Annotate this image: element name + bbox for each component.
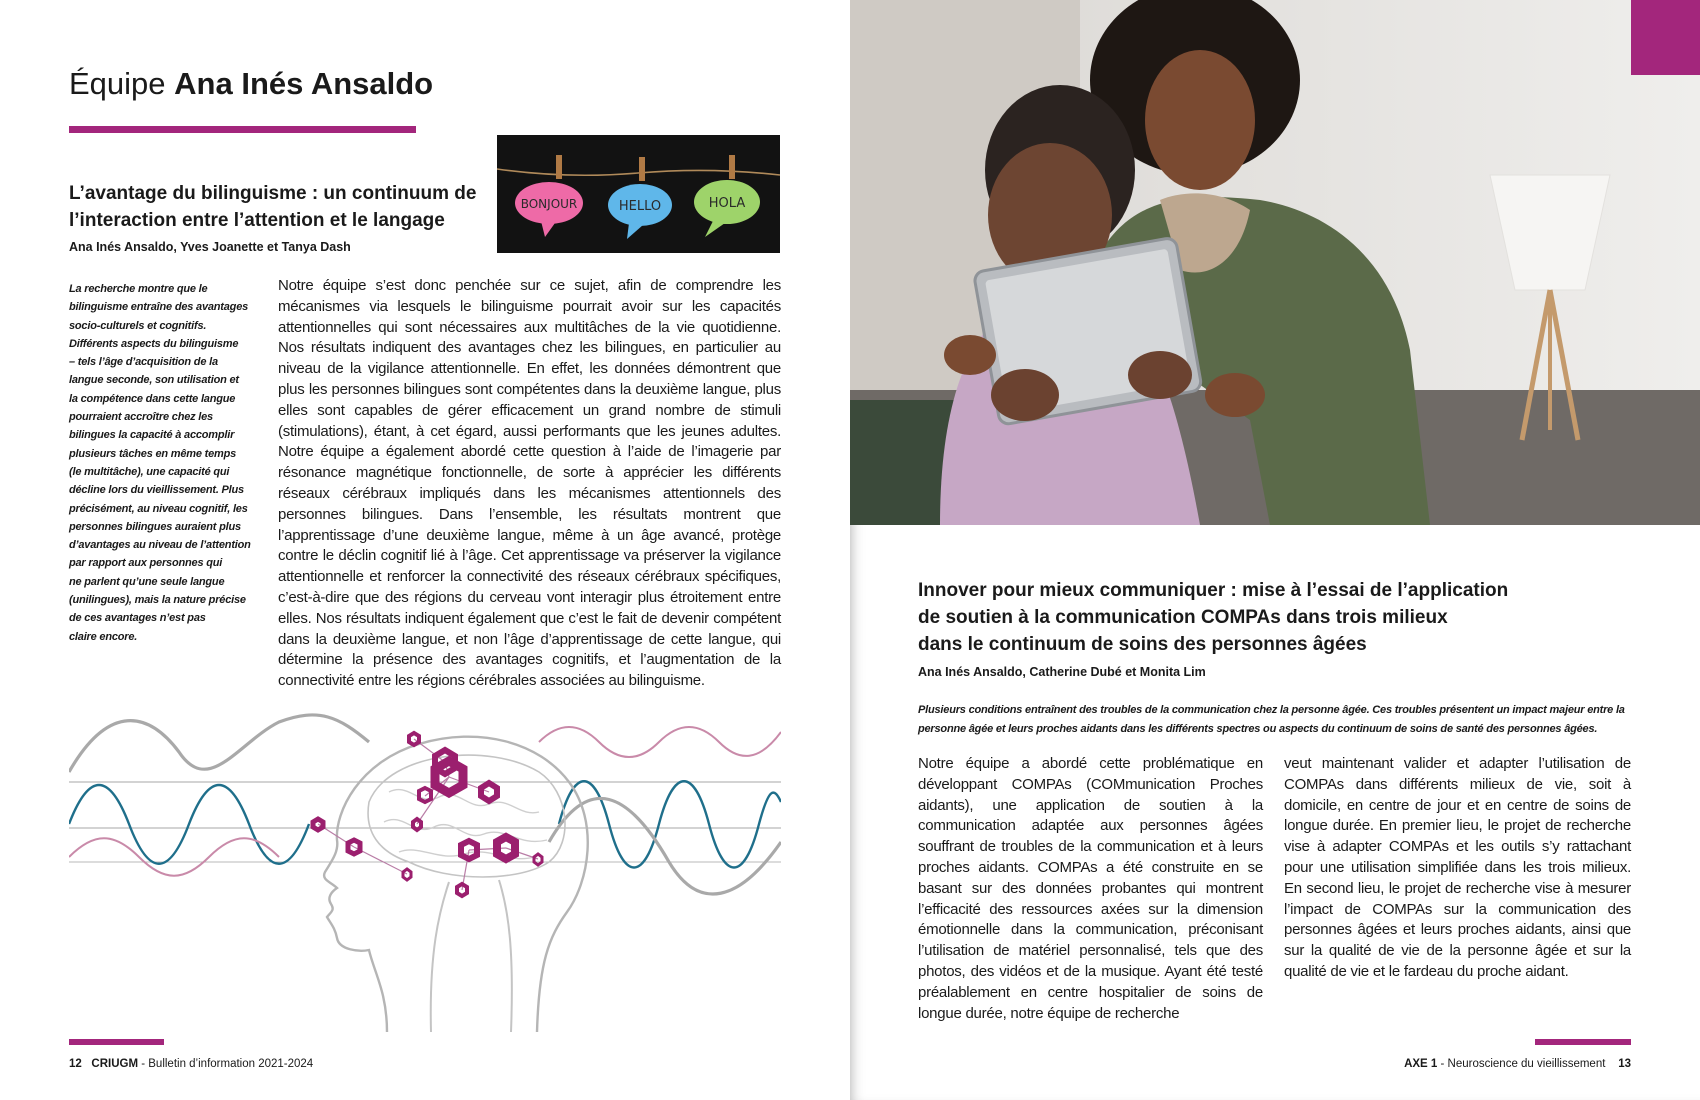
article-intro: Plusieurs conditions entraînent des troubles de la communication chez la personne âgée. Ces troubles présentent un impact majeur entre la personne âgée et leurs proches aidants dans les différents spectres ou aspects du continuum de soins de santé des personnes âgées.	[918, 704, 1625, 735]
sidebar-line: par rapport aux personnes qui	[69, 557, 223, 570]
sidebar-line: bilingues la capacité à accomplir	[69, 429, 235, 442]
sidebar-line: personnes bilingues auraient plus	[69, 520, 241, 533]
article-authors: Ana Inés Ansaldo, Catherine Dubé et Monita Lim	[918, 665, 1206, 679]
footer-axis-title: - Neuroscience du vieillissement	[1437, 1058, 1606, 1070]
page-number-right: 13	[1618, 1058, 1631, 1070]
team-title	[69, 66, 433, 102]
sidebar-line: socio-culturels et cognitifs.	[69, 319, 207, 332]
bubble-label-hello: HELLO	[618, 199, 662, 214]
sidebar-line: décline lors du vieillissement. Plus	[69, 484, 244, 497]
sidebar-line: bilinguisme entraîne des avantages	[69, 301, 249, 314]
sidebar-line: La recherche montre que le	[69, 283, 208, 295]
article-body: Notre équipe s’est donc penchée sur ce sujet, afin de comprendre les mécanismes via lesquels le bilinguisme pourrait avoir sur les capacités attentionnelles qui sont nécessaires aux multitâches de la vie quotidienne. Nos résultats indiquent des avantages chez les bilingues, en particulier au niveau de la vigilance attentionnelle. En effet, les données démontrent que plus les personnes bilingues sont compétentes dans la deuxième langue, plus elles sont capables de gérer efficacement un grand nombre de stimuli (stimulations), étant, à cet égard, aussi performants que les jeunes adultes. Notre équipe a également abordé cette question à l’aide de l’imagerie par résonance magnétique fonctionnelle, de sorte à apprécier les différents réseaux cérébraux impliqués dans les mécanismes attentionnels des personnes bilingues. Dans l’ensemble, les résultats montrent que l’apprentissage d’une deuxième langue, même à un âge avancé, protège contre le déclin cognitif lié à l’âge. Cet apprentissage va préserver la vigilance attentionnelle et renforcer la connectivité des réseaux cérébraux spécifiques, c’est-à-dire que des régions du cerveau vont interagir plus étroitement entre elles. Nos résultats indiquent également que c’est le fait de devenir compétent dans la deuxième langue, et non l’âge d’apprentissage de cette langue, qui détermine la présence des avantages cognitifs, et l’augmentation de la connectivité entre les régions cérébrales associées au bilinguisme.	[278, 277, 781, 690]
article-title-compas	[918, 577, 1631, 658]
sidebar-line: claire encore.	[69, 630, 138, 643]
footer-rule-right	[1535, 1039, 1631, 1045]
article-title-line1: L’avantage du bilinguisme : un continuum de	[69, 183, 477, 204]
footer-bulletin: - Bulletin d’information 2021-2024	[138, 1058, 314, 1070]
article-authors: Ana Inés Ansaldo, Yves Joanette et Tanya Dash	[69, 240, 351, 254]
sidebar-line: – tels l’âge d’acquisition de la	[69, 356, 218, 369]
footer-rule-left	[69, 1039, 164, 1045]
speech-bubble-bonjour	[515, 182, 583, 237]
sidebar-line: langue seconde, son utilisation et	[69, 374, 239, 387]
title-underline	[69, 126, 416, 133]
footer-axis: AXE 1	[1404, 1058, 1438, 1070]
footer-org: CRIUGM	[91, 1058, 139, 1070]
article-body-col2: veut maintenant valider et adapter l’utilisation de COMPAs dans différents milieux de vie, soit à domicile, en centre de jour et en centre de soins de longue durée. En premier lieu, le projet de recherche vise à adapter COMPAs et les outils s’y rattachant pour une utilisation simplifiée dans les trois milieux. En second lieu, le projet de recherche vise à mesurer l’impact de COMPAs sur la communication des personnes âgées et leurs proches aidants, ainsi que sur la qualité de vie de la personne âgée et sur la qualité de vie et le fardeau du proche aidant.	[1284, 755, 1631, 980]
sidebar-line: d’avantages au niveau de l’attention	[69, 539, 251, 552]
page-number-left: 12	[69, 1058, 82, 1070]
right-page	[850, 0, 1700, 1100]
speech-bubble-hello	[608, 184, 672, 239]
brain-waves-illustration	[69, 712, 781, 1032]
wave-teal	[69, 781, 781, 867]
sidebar-summary	[69, 280, 253, 646]
sidebar-line: Différents aspects du bilinguisme	[69, 337, 239, 350]
speech-bubble-hola	[694, 180, 760, 237]
sidebar-line: (le multitâche), une capacité qui	[69, 465, 230, 478]
bilingual-photo	[497, 135, 780, 253]
clothespin-icon	[556, 155, 735, 181]
footer-left	[69, 1058, 313, 1070]
article-title-line2: l’interaction entre l’attention et le langage	[69, 210, 445, 231]
corner-tab	[1631, 0, 1700, 75]
article-title-line1: Innover pour mieux communiquer : mise à l’essai de l’application	[918, 580, 1509, 601]
bubble-label-bonjour: BONJOUR	[520, 197, 578, 211]
neural-network-nodes	[313, 733, 542, 896]
sidebar-line: la compétence dans cette langue	[69, 392, 236, 405]
speech-bubbles-illustration	[497, 135, 780, 253]
bubble-label-hola: HOLA	[708, 196, 746, 211]
article-title-line2: de soutien à la communication COMPAs dans trois milieux	[918, 607, 1448, 628]
sidebar-line: plusieurs tâches en même temps	[69, 447, 237, 460]
article-body-col1: Notre équipe a abordé cette problématique en développant COMPAs (COMmunication Proches aidants), une application de soutien à la communication adaptée aux personnes âgées souffrant de troubles de la communication et à leurs proches aidants. COMPAs a été construite en se basant sur des données probantes qui montrent l’efficacité des ressources axées sur la dimension émotionnelle dans la communication, préconisant l’utilisation de matériel personnalisé, tels que des photos, des vidéos et de la musique. Ayant été testé préalablement en centre hospitalier de soins de longue durée, notre équipe de recherche	[918, 755, 1263, 1022]
sidebar-line: ne parlent qu’une seule langue	[69, 575, 225, 588]
sidebar-line: de ces avantages n’est pas	[69, 612, 206, 625]
footer-right	[1404, 1058, 1631, 1070]
team-title-prefix: Équipe	[69, 66, 166, 101]
sidebar-line: (unilingues), mais la nature précise	[69, 594, 246, 607]
article-title-line3: dans le continuum de soins des personnes âgées	[918, 634, 1367, 655]
hero-photo-tablet	[850, 0, 1700, 525]
sidebar-line: pourraient accroître chez les	[69, 411, 213, 424]
article-title-bilingualism	[69, 180, 499, 234]
team-title-name: Ana Inés Ansaldo	[174, 66, 434, 101]
sidebar-line: précisément, au niveau cognitif, les	[69, 502, 248, 515]
caregiver-tablet-photo	[850, 0, 1700, 525]
